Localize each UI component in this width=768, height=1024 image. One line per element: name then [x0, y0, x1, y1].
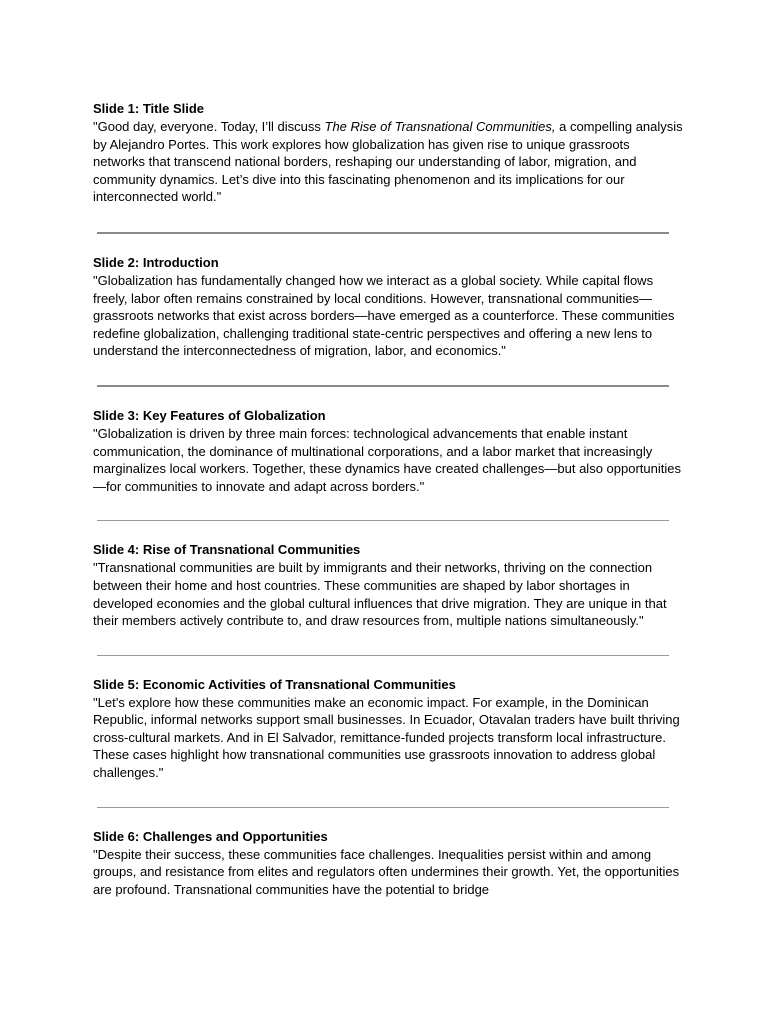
slide-1-body — [93, 118, 683, 206]
slide-5-body: "Let’s explore how these communities make an economic impact. For example, in the Dominican Republic, informal networks support small businesses. In Ecuador, Otavalan traders have built thriving cross-cultural markets. And in El Salvador, remittance-funded projects transform local infrastructure. These cases highlight how transnational communities use grassroots innovation to address global challenges." — [93, 694, 680, 781]
slide-6-body: "Despite their success, these communities face challenges. Inequalities persist within and among groups, and resistance from elites and regulators often undermines their growth. Yet, the opportunities are profound. Transnational communities have the potential to bridge — [93, 846, 680, 897]
divider-4 — [97, 655, 669, 656]
slide-section-3 — [93, 407, 683, 495]
slide-2-title: Slide 2: Introduction — [93, 254, 219, 270]
slide-4-body: "Transnational communities are built by immigrants and their networks, thriving on the connection between their home and host countries. These communities are shaped by labor shortages in developed economies and the global cultural influences that drive migration. They are unique in that their members actively contribute to, and draw resources from, multiple nations simultaneously." — [93, 560, 667, 629]
slide-section-5 — [93, 676, 683, 782]
slide-section-2 — [93, 254, 683, 360]
slide-5-title: Slide 5: Economic Activities of Transnational Communities — [93, 676, 456, 692]
slide-2-body: "Globalization has fundamentally changed how we interact as a global society. While capital flows freely, labor often remains constrained by local conditions. However, transnational communities—grassroots networks that exist across borders—have emerged as a counterforce. These communities redefine globalization, challenging traditional state-centric perspectives and offering a new lens to understand the interconnectedness of migration, labor, and economics." — [93, 272, 675, 359]
divider-2 — [97, 385, 669, 387]
slide-4-title: Slide 4: Rise of Transnational Communities — [93, 542, 361, 558]
slide-1-body-rest: a compelling analysis by Alejandro Portes. This work explores how globalization has given rise to unique grassroots networks that transcend national borders, reshaping our understanding of labor, migration, and community dynamics. Let’s dive into this fascinating phenomenon and its implications for our interconnected world." — [93, 119, 683, 205]
slide-3-body: "Globalization is driven by three main forces: technological advancements that enable instant communication, the dominance of multinational corporations, and a labor market that increasingly marginalizes local workers. Together, these dynamics have created challenges—but also opportunities—for communities to innovate and adapt across borders." — [93, 425, 681, 494]
book-title-italic: The Rise of Transnational Communities, — [324, 119, 556, 134]
slide-section-1 — [93, 100, 683, 206]
document-page — [93, 100, 683, 898]
slide-6-title: Slide 6: Challenges and Opportunities — [93, 828, 328, 844]
divider-3 — [97, 520, 669, 521]
slide-1-body-intro: "Good day, everyone. Today, I’ll discuss — [93, 119, 325, 134]
slide-3-title: Slide 3: Key Features of Globalization — [93, 407, 326, 423]
slide-section-6 — [93, 828, 683, 899]
slide-1-title: Slide 1: Title Slide — [93, 101, 205, 116]
divider-5 — [97, 807, 669, 808]
divider-1 — [97, 232, 669, 234]
slide-section-4 — [93, 541, 683, 629]
